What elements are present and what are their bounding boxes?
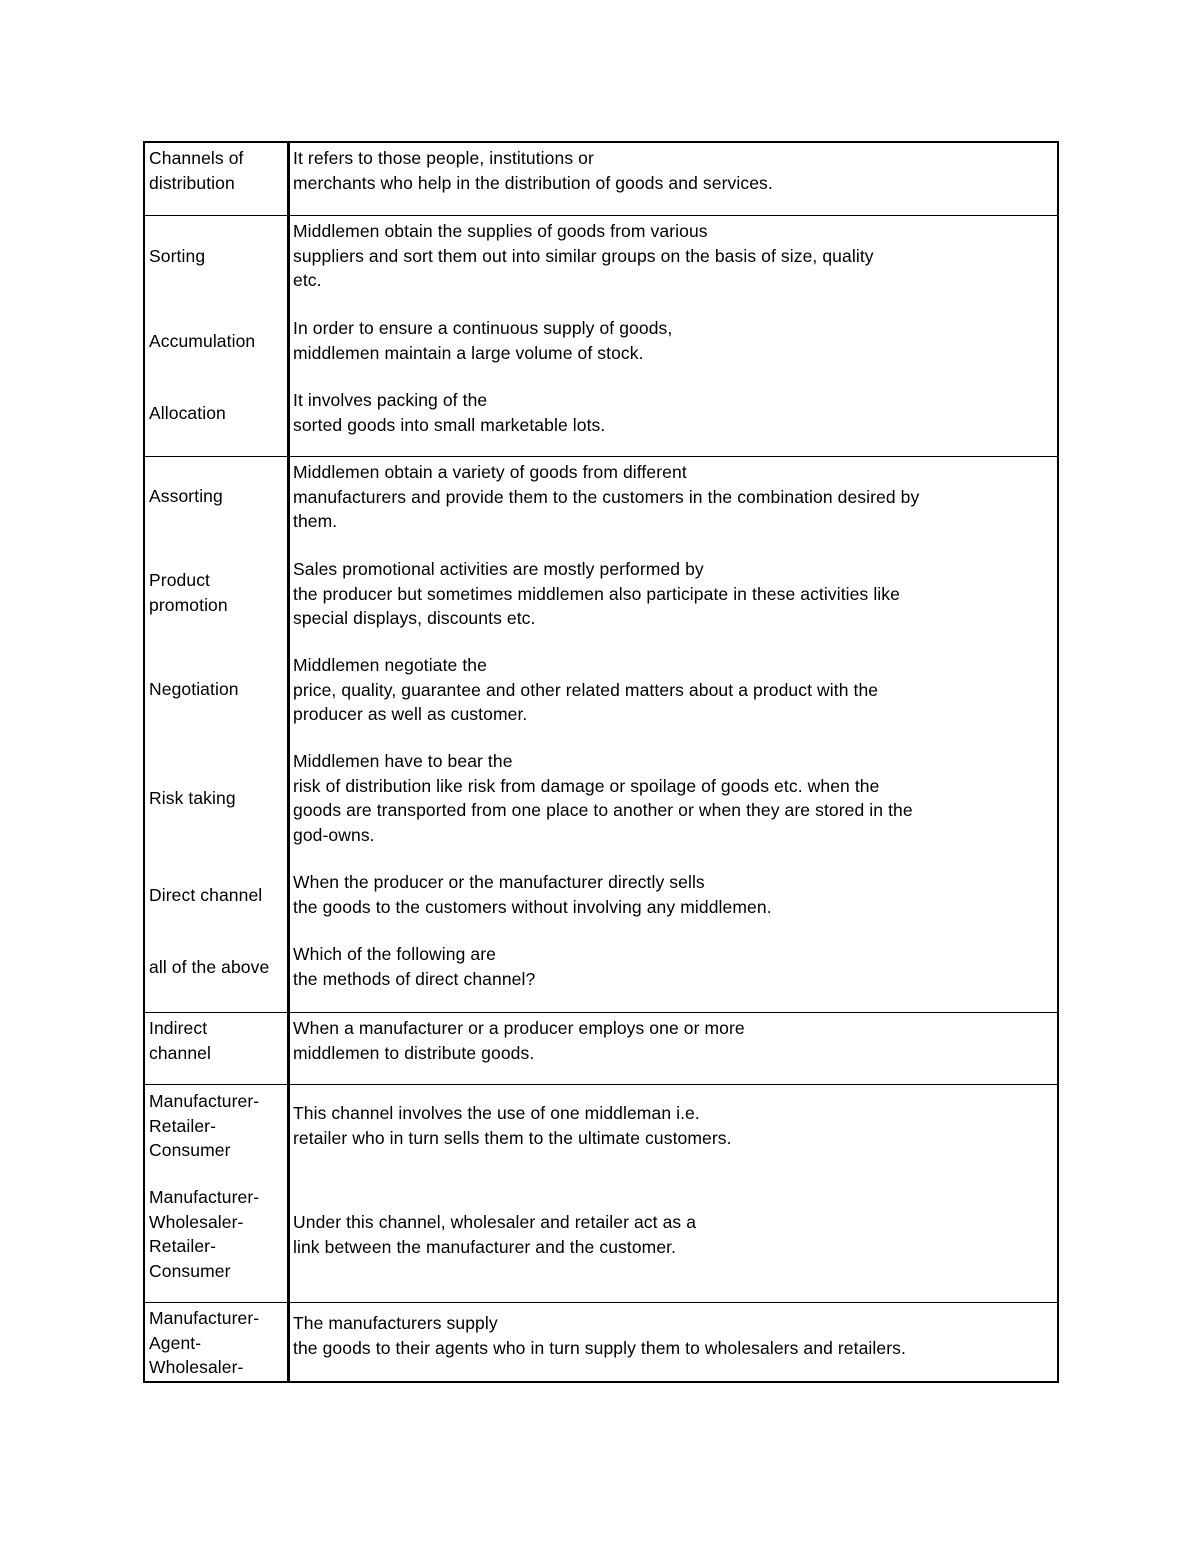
- table-row: [145, 1302, 1057, 1381]
- definition-cell: In order to ensure a continuous supply of goods, middlemen maintain a large volume of stock.: [293, 318, 673, 363]
- term-cell: Risk taking: [149, 788, 236, 808]
- table-row: [145, 456, 1057, 1012]
- term-cell: Manufacturer- Retailer- Consumer: [149, 1091, 260, 1160]
- term-cell: all of the above: [149, 957, 270, 977]
- definition-cell: When a manufacturer or a producer employs one or more middlemen to distribute goods.: [293, 1018, 745, 1063]
- definition-cell: It involves packing of the sorted goods into small marketable lots.: [293, 390, 606, 435]
- column-divider: [287, 216, 290, 456]
- table-row: [145, 1084, 1057, 1302]
- definition-cell: Sales promotional activities are mostly performed by the producer but sometimes middlemen also participate in these activities like special displays, discounts etc.: [293, 559, 900, 628]
- term-cell: Sorting: [149, 246, 206, 266]
- definition-cell: The manufacturers supply the goods to their agents who in turn supply them to wholesalers and retailers.: [293, 1313, 906, 1358]
- column-divider: [287, 457, 290, 1012]
- column-divider: [287, 1085, 290, 1302]
- term-cell: Product promotion: [149, 570, 228, 615]
- term-cell: Direct channel: [149, 885, 263, 905]
- column-divider: [287, 1303, 290, 1381]
- term-cell: Manufacturer- Agent- Wholesaler-: [149, 1308, 260, 1377]
- term-cell: Negotiation: [149, 679, 239, 699]
- definition-cell: Under this channel, wholesaler and retailer act as a link between the manufacturer and the customer.: [293, 1212, 697, 1257]
- definition-cell: Middlemen have to bear the risk of distribution like risk from damage or spoilage of goods etc. when the goods are transported from one place to another or when they are stored in the god-owns.: [293, 751, 913, 845]
- table-row: [145, 215, 1057, 456]
- definition-cell: Which of the following are the methods of direct channel?: [293, 944, 536, 989]
- column-divider: [287, 143, 290, 215]
- definition-cell: It refers to those people, institutions or merchants who help in the distribution of goods and services.: [293, 148, 773, 193]
- term-cell: Manufacturer- Wholesaler- Retailer- Consumer: [149, 1187, 260, 1281]
- definition-cell: Middlemen obtain a variety of goods from different manufacturers and provide them to the customers in the combination desired by them.: [293, 462, 920, 531]
- column-divider: [287, 1013, 290, 1084]
- definition-cell: When the producer or the manufacturer directly sells the goods to the customers without involving any middlemen.: [293, 872, 772, 917]
- term-cell: Channels of distribution: [149, 148, 244, 193]
- table-row: [145, 1012, 1057, 1084]
- term-cell: Allocation: [149, 403, 226, 423]
- term-cell: Assorting: [149, 486, 223, 506]
- term-cell: Accumulation: [149, 331, 256, 351]
- definition-cell: This channel involves the use of one middleman i.e. retailer who in turn sells them to the ultimate customers.: [293, 1103, 732, 1148]
- term-cell: Indirect channel: [149, 1018, 212, 1063]
- definition-cell: Middlemen obtain the supplies of goods from various suppliers and sort them out into similar groups on the basis of size, quality etc.: [293, 221, 874, 290]
- definition-cell: Middlemen negotiate the price, quality, guarantee and other related matters about a product with the producer as well as customer.: [293, 655, 879, 724]
- flashcard-table: [143, 141, 1059, 1383]
- table-row: [145, 143, 1057, 215]
